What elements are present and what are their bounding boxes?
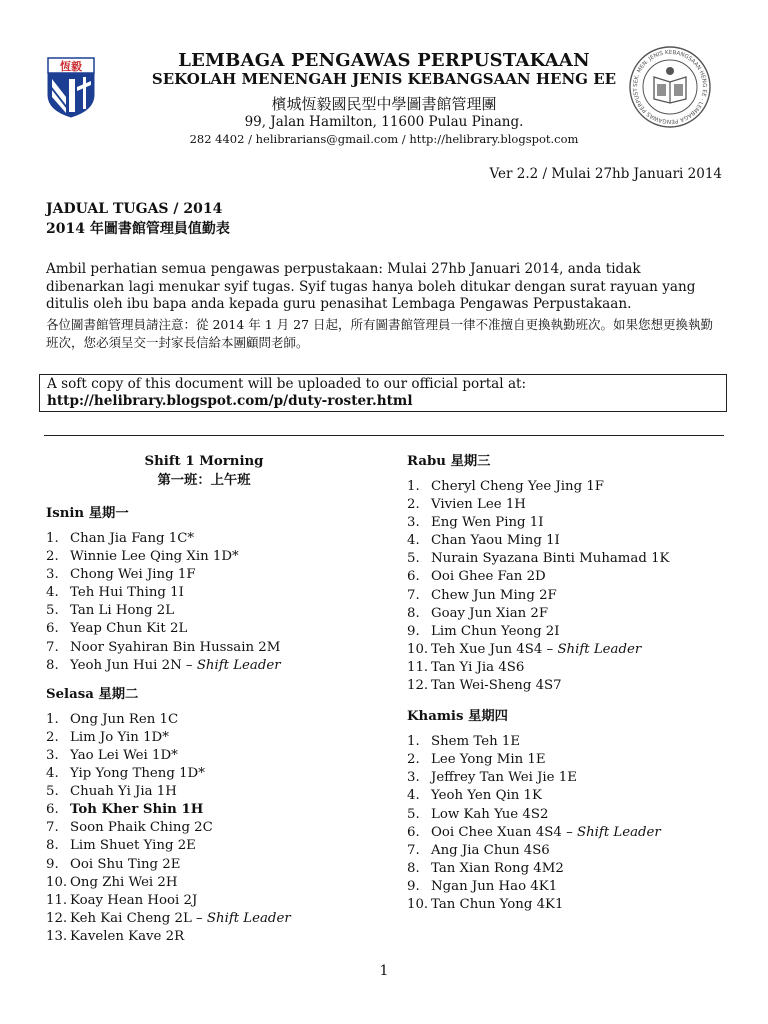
member-name: Soon Phaik Ching 2C [70,820,213,836]
member-name: Cheryl Cheng Yee Jing 1F [431,479,605,494]
member-list-item [46,910,386,928]
member-number: 8. [46,838,59,854]
member-number: 9. [407,623,420,639]
shift-leader-tag: Shift Leader [206,910,291,926]
member-name: Goay Jun Xian 2F [431,605,549,621]
member-number: 6. [46,621,59,637]
member-name: Tan Wei-Sheng 4S7 [431,678,562,694]
member-number: 8. [46,657,59,673]
member-name: Lim Jo Yin 1D* [70,729,169,745]
member-name: Noor Syahiran Bin Hussain 2M [70,639,281,655]
member-name: Vivien Lee 1H [431,497,526,513]
member-number: 11. [407,659,429,675]
member-name: Shem Teh 1E [431,734,521,750]
member-number: 4. [407,533,420,549]
member-list-item [46,837,386,855]
member-list-item [407,568,737,586]
member-name: Ngan Jun Hao 4K1 [431,878,558,894]
member-list-item [46,747,386,765]
member-list-item [407,550,737,568]
school-name-zh: 檳城恆毅國民型中學圖書館管理團 [271,95,497,113]
member-number: 5. [46,784,59,800]
member-number: 4. [407,788,420,804]
member-number: 6. [407,569,420,585]
member-list-item [46,602,386,620]
member-number: 8. [407,860,420,876]
day-heading-khamis: Khamis 星期四 [407,709,508,725]
member-list-item [46,548,386,566]
svg-text:SEK. MEN. JENIS KEBANGSAAN HEN: SEK. MEN. JENIS KEBANGSAAN HENG EE · LEMBAGA PENGAWAS PERPUST [632,49,708,125]
member-name: Chong Wei Jing 1F [70,567,196,583]
svg-text:恆毅: 恆毅 [60,60,82,73]
member-number: 1. [407,734,420,750]
member-list-item [407,878,737,896]
member-number: 5. [407,806,420,822]
member-list-item [407,733,737,751]
member-list-item [407,514,737,532]
member-number: 3. [407,770,420,786]
member-list-item [46,566,386,584]
org-title: LEMBAGA PENGAWAS PERPUSTAKAAN [178,50,590,71]
member-name: Lim Chun Yeong 2I [431,623,560,639]
member-list-item [46,584,386,602]
member-number: 7. [407,842,420,858]
member-list-item [407,605,737,623]
member-number: 6. [407,824,420,840]
member-name: Low Kah Yue 4S2 [431,806,549,822]
member-list-item [407,641,737,659]
member-number: 2. [407,497,420,513]
member-list-item [46,819,386,837]
member-list-item [46,729,386,747]
member-list-item [46,765,386,783]
member-number: 12. [46,910,68,926]
member-number: 3. [46,747,59,763]
member-name: Yao Lei Wei 1D* [70,747,178,763]
member-list-item [46,711,386,729]
member-name: Winnie Lee Qing Xin 1D* [70,549,239,565]
member-number: 9. [46,856,59,872]
school-address: 99, Jalan Hamilton, 11600 Pulau Pinang. [244,114,524,130]
member-number: 2. [407,752,420,768]
member-number: 13. [46,928,68,944]
member-list-item [46,856,386,874]
member-number: 8. [407,605,420,621]
library-seal-logo [628,45,712,129]
member-list-item [46,874,386,892]
shift-label-zh: 第一班：上午班 [157,473,251,488]
member-name: Yeoh Jun Hui 2N – [70,657,197,673]
member-number: 2. [46,729,59,745]
member-name: Lim Shuet Ying 2E [70,838,196,854]
roster-title-zh: 2014 年圖書館管理員值勤表 [46,221,230,237]
member-list-item [407,842,737,860]
member-list-item [407,751,737,769]
roster-title: JADUAL TUGAS / 2014 [46,201,223,217]
member-number: 10. [407,641,429,657]
member-number: 1. [46,711,59,727]
contact-line: 282 4402 / helibrarians@gmail.com / http://helibrary.blogspot.com [189,132,579,146]
member-name: Eng Wen Ping 1I [431,515,544,531]
school-name: SEKOLAH MENENGAH JENIS KEBANGSAAN HENG EE [151,70,617,88]
duty-roster-link[interactable]: http://helibrary.blogspot.com/p/duty-roster.html [47,393,413,409]
member-number: 4. [46,585,59,601]
member-list-item [407,806,737,824]
soft-copy-text: A soft copy of this document will be uploaded to our official portal at: [47,376,527,392]
member-number: 4. [46,766,59,782]
member-list-item [46,783,386,801]
member-name: Ong Jun Ren 1C [70,711,179,727]
member-name: Chuah Yi Jia 1H [70,784,177,800]
member-number: 3. [407,515,420,531]
member-number: 3. [46,567,59,583]
member-name: Ooi Ghee Fan 2D [431,569,546,585]
member-name: Kavelen Kave 2R [70,928,185,944]
member-name: Yeap Chun Kit 2L [70,621,188,637]
member-list-item [407,659,737,677]
member-name: Keh Kai Cheng 2L – [70,910,207,926]
member-list-item [407,587,737,605]
shift-label: Shift 1 Morning [144,454,264,469]
member-number: 5. [46,603,59,619]
member-name: Ong Zhi Wei 2H [70,874,178,890]
member-list-item [407,677,737,695]
notice-paragraph: Ambil perhatian semua pengawas perpustakaan: Mulai 27hb Januari 2014, anda tidak dibenarkan lagi menukar syif tugas. Syif tugas hanya boleh ditukar dengan surat rayuan yang ditulis oleh ibu bapa anda kepada guru penasihat Lembaga Pengawas Perpustakaan. [46,261,696,313]
member-name: Tan Chun Yong 4K1 [431,896,564,912]
member-list-item [46,530,386,548]
member-number: 7. [46,639,59,655]
day-heading-isnin: Isnin 星期一 [46,506,129,521]
member-number: 7. [407,587,420,603]
day-heading-selasa: Selasa 星期二 [46,686,139,702]
member-list-isnin [46,530,386,675]
member-list-item [46,657,386,675]
member-number: 2. [46,549,59,565]
member-name: Chan Yaou Ming 1I [431,533,560,549]
member-name: Tan Xian Rong 4M2 [431,860,564,876]
roster-column-right [407,452,737,914]
member-name: Chan Jia Fang 1C* [70,531,195,546]
school-crest-logo [47,57,95,118]
member-list-item [407,532,737,550]
roster-column-left [46,452,386,946]
version-label: Ver 2.2 / Mulai 27hb Januari 2014 [489,166,722,182]
member-number: 10. [407,896,429,912]
member-list-item [46,639,386,657]
member-number: 5. [407,551,420,567]
day-heading-rabu: Rabu 星期三 [407,454,491,469]
member-list-item [407,496,737,514]
notice-paragraph-zh: 各位圖書館管理員請注意：從 2014 年 1 月 27 日起，所有圖書館管理員一律不准擅自更換執勤班次。如果您想更換執勤班次，您必須呈交一封家長信給本團顧問老師。 [46,317,714,350]
member-list-item [407,896,737,914]
member-list-item [407,623,737,641]
member-name: Chew Jun Ming 2F [431,587,557,603]
member-name: Ang Jia Chun 4S6 [431,842,550,858]
member-list-item [46,620,386,638]
member-list-item [407,787,737,805]
member-name: Yeoh Yen Qin 1K [431,788,542,804]
member-number: 1. [407,479,420,494]
shift-leader-tag: Shift Leader [576,824,661,840]
member-list-selasa [46,711,386,946]
member-name: Jeffrey Tan Wei Jie 1E [431,770,577,786]
member-number: 10. [46,874,68,890]
member-list-item [407,824,737,842]
member-name: Teh Xue Jun 4S4 – [431,641,558,657]
member-number: 1. [46,531,59,546]
shift-leader-tag: Shift Leader [196,657,281,673]
member-name: Koay Hean Hooi 2J [70,892,198,908]
soft-copy-note [39,374,727,412]
divider-line [44,435,724,436]
member-number: 11. [46,892,68,908]
member-name: Toh Kher Shin 1H [70,802,204,818]
member-list-item [407,860,737,878]
member-name: Ooi Chee Xuan 4S4 – [431,824,577,840]
member-name: Yip Yong Theng 1D* [70,766,205,782]
roster-title-block [46,199,230,239]
member-number: 12. [407,678,429,694]
member-name: Nurain Syazana Binti Muhamad 1K [431,551,670,567]
member-list-khamis [407,733,737,914]
member-name: Tan Yi Jia 4S6 [431,659,525,675]
member-list-item [407,769,737,787]
shift-leader-tag: Shift Leader [557,641,642,657]
member-list-item [407,478,737,496]
member-list-item [46,928,386,946]
member-name: Lee Yong Min 1E [431,752,546,768]
page-number: 1 [379,963,389,979]
member-list-rabu [407,478,737,695]
member-number: 9. [407,878,420,894]
member-name: Teh Hui Thing 1I [70,585,184,601]
member-name: Tan Li Hong 2L [70,603,175,619]
member-list-item [46,801,386,819]
member-number: 7. [46,820,59,836]
member-number: 6. [46,802,59,818]
member-list-item [46,892,386,910]
shift-heading [46,452,362,490]
member-name: Ooi Shu Ting 2E [70,856,181,872]
